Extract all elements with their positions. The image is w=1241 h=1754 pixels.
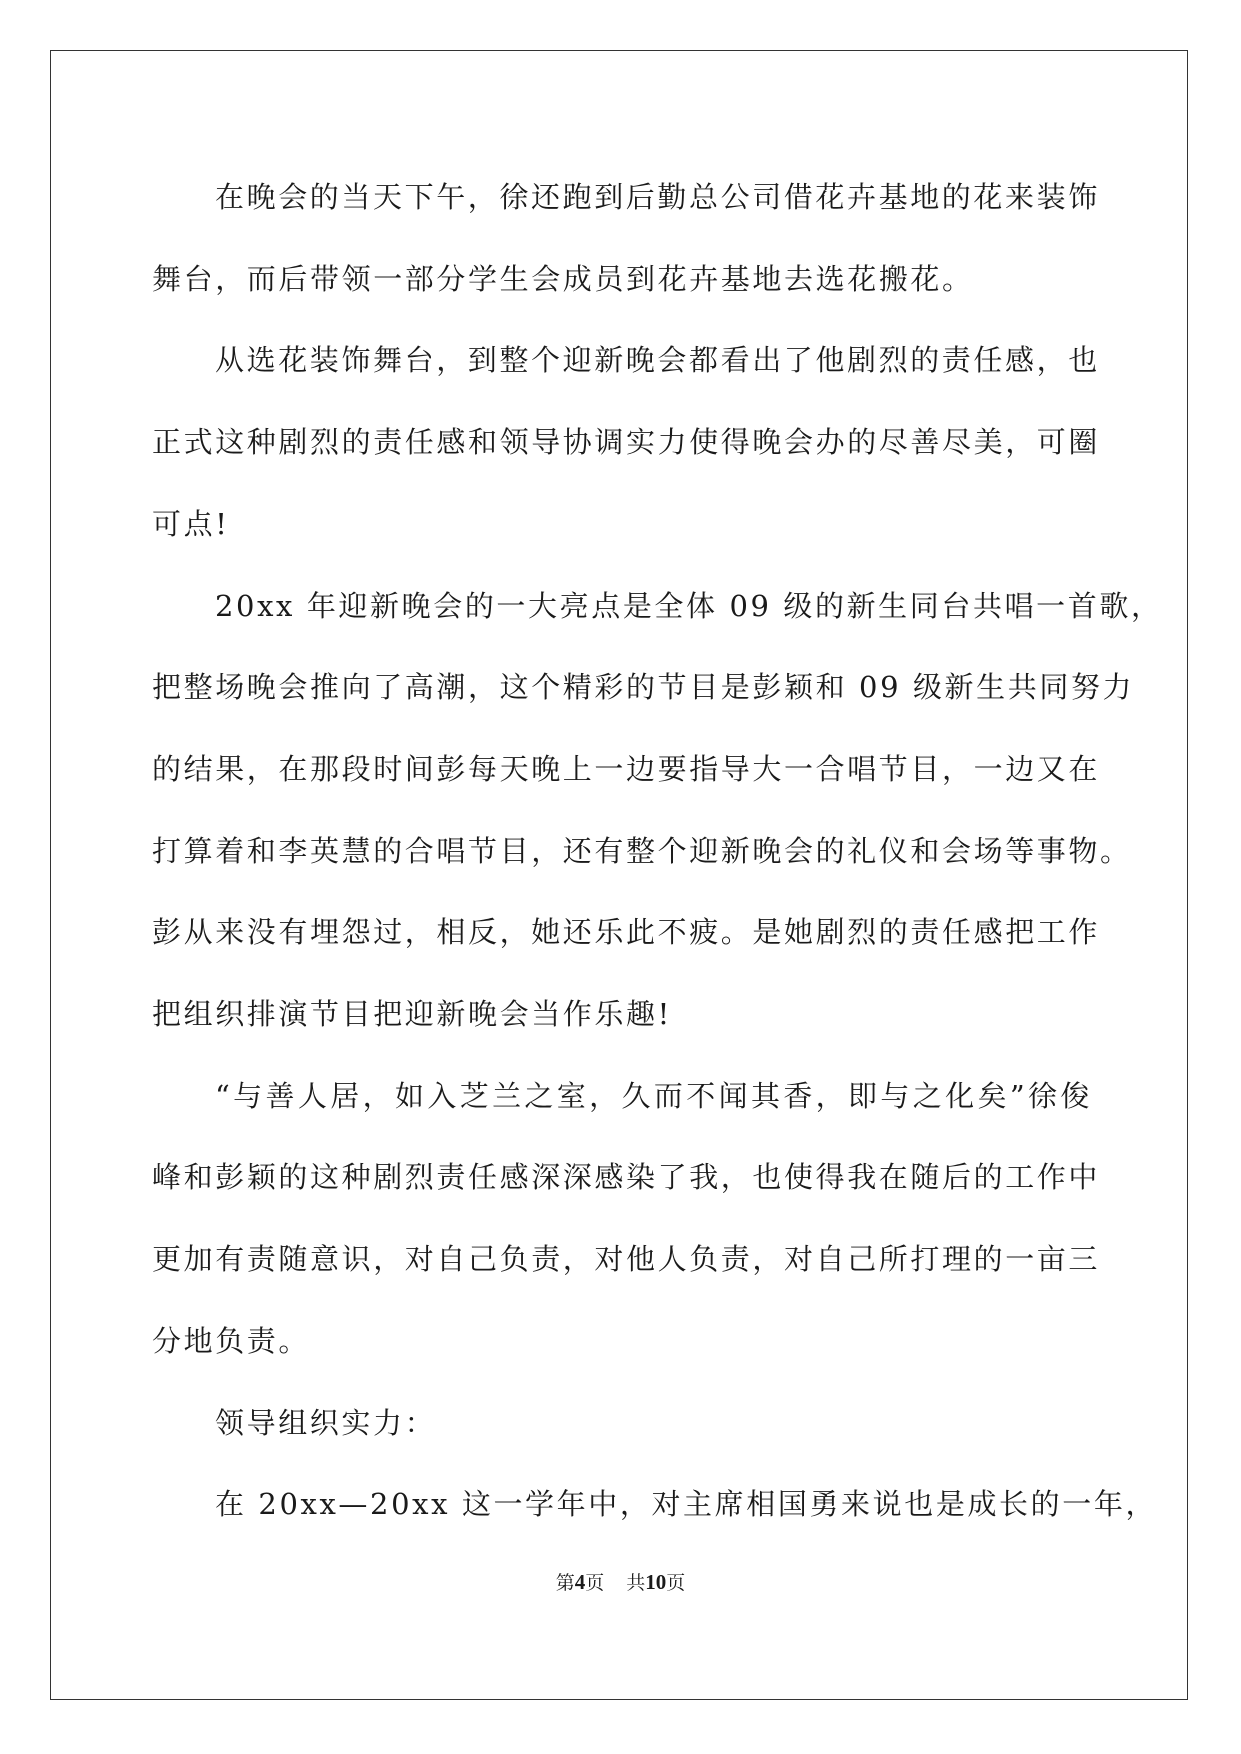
paragraph	[152, 1383, 1092, 1465]
text-line: 把整场晚会推向了高潮，这个精彩的节目是彭颖和 09 级新生共同努力	[152, 670, 1135, 705]
text-line: 20xx 年迎新晚会的一大亮点是全体 09 级的新生同台共唱一首歌，	[215, 588, 1163, 623]
text-line: 正式这种剧烈的责任感和领导协调实力使得晚会办的尽善尽美，可圈	[152, 425, 1101, 460]
footer-total-prefix: 共	[626, 1572, 646, 1594]
text-line: “与善人居，如入芝兰之室，久而不闻其香，即与之化矣”徐俊	[215, 1078, 1092, 1113]
text-line: 打算着和李英慧的合唱节目，还有整个迎新晚会的礼仪和会场等事物。	[152, 833, 1132, 868]
text-line: 更加有责随意识，对自己负责，对他人负责，对自己所打理的一亩三	[152, 1242, 1101, 1277]
text-line: 可点!	[152, 506, 230, 541]
text-line: 的结果，在那段时间彭每天晚上一边要指导大一合唱节目，一边又在	[152, 751, 1101, 786]
text-line: 在晚会的当天下午，徐还跑到后勤总公司借花卉基地的花来装饰	[215, 180, 1100, 214]
text-line: 从选花装饰舞台，到整个迎新晚会都看出了他剧烈的责任感，也	[215, 343, 1100, 378]
footer-total-label: 页	[666, 1572, 686, 1594]
text-line: 峰和彭颖的这种剧烈责任感深深感染了我，也使得我在随后的工作中	[152, 1160, 1101, 1195]
paragraph	[152, 566, 1163, 1056]
footer-page-number: 4	[574, 1570, 586, 1594]
text-line: 彭从来没有埋怨过，相反，她还乐此不疲。是她剧烈的责任感把工作	[152, 915, 1101, 950]
footer-total-number: 10	[645, 1570, 667, 1594]
page-footer	[0, 1568, 1241, 1595]
paragraph	[152, 157, 1100, 320]
document-body	[152, 157, 1163, 1546]
text-line: 分地负责。	[152, 1323, 311, 1358]
text-line: 舞台，而后带领一部分学生会成员到花卉基地去选花搬花。	[152, 261, 974, 296]
footer-page-label: 页	[585, 1572, 605, 1594]
text-line: 把组织排演节目把迎新晚会当作乐趣!	[152, 997, 672, 1032]
text-line: 领导组织实力：	[215, 1405, 437, 1440]
paragraph	[152, 320, 1101, 565]
text-line: 在 20xx—20xx 这一学年中，对主席相国勇来说也是成长的一年，	[215, 1487, 1158, 1522]
paragraph	[152, 1464, 1158, 1546]
paragraph	[152, 1056, 1101, 1383]
footer-page-prefix: 第	[555, 1572, 575, 1594]
